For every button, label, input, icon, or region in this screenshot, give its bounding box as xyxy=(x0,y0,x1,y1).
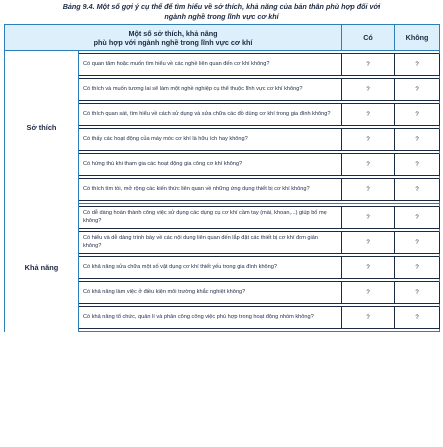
no-cell[interactable]: ? xyxy=(395,282,440,304)
caption-line-1: Bảng 9.4. Một số gợi ý cụ thể để tìm hiểu về sở thích, khả năng của bản thân phù hợp đối với xyxy=(62,2,381,11)
group-label-abilities: Khả năng xyxy=(5,204,79,332)
no-cell[interactable]: ? xyxy=(395,54,440,76)
no-cell[interactable]: ? xyxy=(395,232,440,254)
table-header-row xyxy=(5,25,440,51)
yes-cell[interactable]: ? xyxy=(342,232,395,254)
criterion-text: Có khả năng tổ chức, quản lí và phân công công việc phù hợp trong hoạt động nhóm không? xyxy=(79,307,342,329)
criterion-text: Có thích và muốn tương lai sẽ làm một nghề nghiệp cụ thể thuộc lĩnh vực cơ khí không? xyxy=(79,79,342,101)
yes-cell[interactable]: ? xyxy=(342,154,395,176)
header-criteria-line-2: phù hợp với ngành nghề trong lĩnh vực cơ khí xyxy=(93,37,253,47)
yes-cell[interactable]: ? xyxy=(342,257,395,279)
caption-line-2: ngành nghề trong lĩnh vực cơ khí xyxy=(164,11,279,21)
yes-cell[interactable]: ? xyxy=(342,104,395,126)
criterion-text: Có thích quan sát, tìm hiểu về cách sử dụng và sửa chữa các đồ dùng cơ khí trong gia đình không? xyxy=(79,104,342,126)
no-cell[interactable]: ? xyxy=(395,104,440,126)
header-criteria-line-1: Một số sở thích, khả năng xyxy=(128,28,218,38)
criterion-text: Có thấy các hoạt động của máy móc cơ khí là hữu ích hay không? xyxy=(79,129,342,151)
criterion-text: Có hứng thú khi tham gia các hoạt động gia công cơ khí không? xyxy=(79,154,342,176)
header-no: Không xyxy=(395,25,440,51)
no-cell[interactable]: ? xyxy=(395,129,440,151)
yes-cell[interactable]: ? xyxy=(342,129,395,151)
no-cell[interactable]: ? xyxy=(395,179,440,201)
criterion-text: Có dễ dàng hoàn thành công việc sử dụng các dụng cụ cơ khí cầm tay (mài, khoan,...) giúp bố mẹ không? xyxy=(79,207,342,229)
no-cell[interactable]: ? xyxy=(395,154,440,176)
header-criteria xyxy=(5,25,342,51)
criterion-text: Có quan tâm hoặc muốn tìm hiểu về các nghề liên quan đến cơ khí không? xyxy=(79,54,342,76)
yes-cell[interactable]: ? xyxy=(342,307,395,329)
criterion-text: Có thích tìm tòi, mở rộng các kiến thức liên quan về những ứng dụng thiết bị cơ khí không? xyxy=(79,179,342,201)
header-yes: Có xyxy=(342,25,395,51)
criterion-text: Có khả năng làm việc ở điều kiện môi trường khắc nghiệt không? xyxy=(79,282,342,304)
no-cell[interactable]: ? xyxy=(395,79,440,101)
no-cell[interactable]: ? xyxy=(395,257,440,279)
yes-cell[interactable]: ? xyxy=(342,54,395,76)
yes-cell[interactable]: ? xyxy=(342,282,395,304)
table-caption xyxy=(4,2,439,21)
group-label-interests: Sở thích xyxy=(5,51,79,204)
criterion-text: Có hiểu và dễ dàng trình bày về các nội dung liên quan đến lắp đặt các thiết bị cơ khí đơn giản không? xyxy=(79,232,342,254)
interest-ability-table xyxy=(4,24,440,332)
row-gap xyxy=(79,329,440,332)
no-cell[interactable]: ? xyxy=(395,307,440,329)
yes-cell[interactable]: ? xyxy=(342,79,395,101)
yes-cell[interactable]: ? xyxy=(342,179,395,201)
no-cell[interactable]: ? xyxy=(395,207,440,229)
yes-cell[interactable]: ? xyxy=(342,207,395,229)
criterion-text: Có khả năng sửa chữa một số vật dụng cơ khí thiết yếu trong gia đình không? xyxy=(79,257,342,279)
